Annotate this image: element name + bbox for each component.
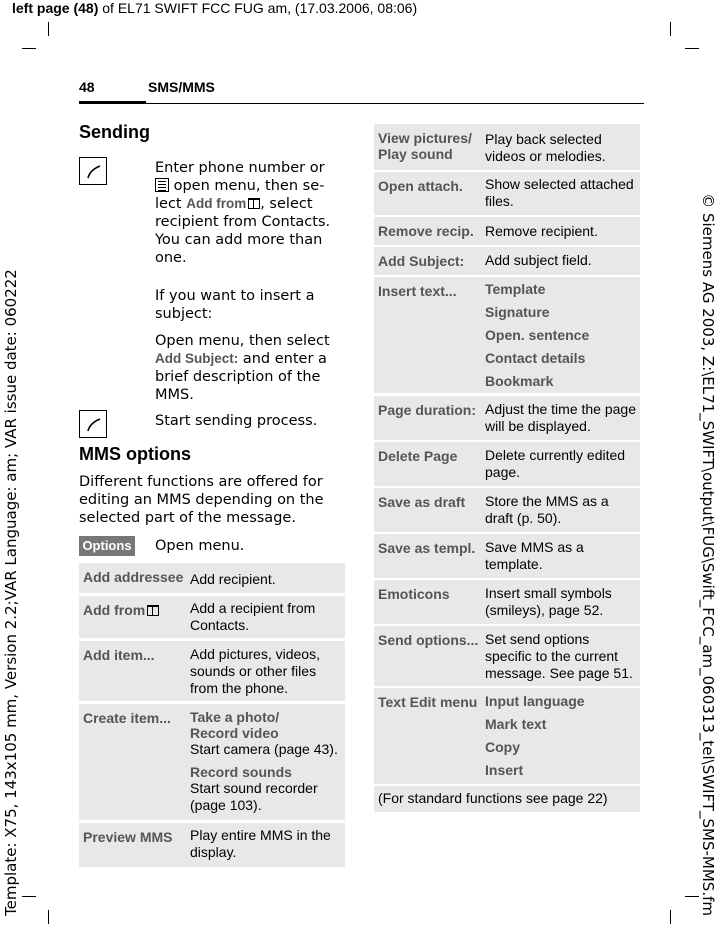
standard-functions-note: (For standard functions see page 22)	[374, 786, 640, 812]
sending-heading: Sending	[79, 122, 150, 142]
options-softkey: Options	[79, 536, 135, 556]
print-header-info: of EL71 SWIFT FCC FUG am, (17.03.2006, 08:06)	[98, 0, 418, 16]
sending-step-2: Start sending process.	[155, 413, 318, 429]
option-row-emoticons: Emoticons Insert small symbols (smileys), page 52.	[374, 580, 640, 624]
option-row-view-pictures: View pictures/ Play sound Play back selected videos or melodies.	[374, 124, 640, 170]
crop-mark	[48, 22, 49, 36]
option-row-remove-recip: Remove recip. Remove recipient.	[374, 217, 640, 245]
menu-icon	[155, 178, 169, 192]
call-key-icon	[79, 157, 107, 185]
option-row-insert-text: Insert text... Template Signature Open. sentence Contact details Bookmark	[374, 277, 640, 393]
option-row-add-subject: Add Subject: Add subject field.	[374, 247, 640, 275]
option-row-preview-mms: Preview MMS Play entire MMS in the display.	[79, 823, 345, 867]
call-key-icon	[79, 410, 107, 438]
crop-mark	[22, 48, 36, 49]
option-row-save-as-draft: Save as draft Store the MMS as a draft (p. 50).	[374, 488, 640, 532]
add-subject-command: Add Subject:	[155, 351, 239, 366]
option-row-add-addressee: Add addressee Add recipient.	[79, 563, 345, 593]
subject-intro: If you want to insert a subject:	[155, 288, 315, 322]
add-from-command: Add from	[186, 196, 247, 211]
page-number: 48	[79, 79, 95, 95]
copyright-path-vertical: © Siemens AG 2003, Z:\EL71_SWIFT\output\FUG\Swift_FCC_am_060313_tel\SWIFT_SMS-MMS.fm	[699, 193, 717, 916]
contacts-book-icon	[147, 605, 159, 616]
sending-step-1: Enter phone number or open menu, then se-lect Add from , select recipient from Contacts. You can add more than one.	[155, 160, 331, 266]
option-row-add-from: Add from Add a recipient from Contacts.	[79, 596, 345, 638]
crop-mark	[48, 910, 49, 924]
crop-mark	[670, 910, 671, 924]
option-row-create-item: Create item... Take a photo/ Record video Start camera (page 43). Record sounds Start sound recorder (page 103).	[79, 704, 345, 820]
contacts-book-icon	[248, 198, 260, 209]
option-row-add-item: Add item... Add pictures, videos, sounds or other files from the phone.	[79, 641, 345, 701]
subject-instructions: Open menu, then select Add Subject: and enter a brief description of the MMS.	[155, 333, 330, 403]
open-menu-text: Open menu.	[155, 538, 245, 554]
header-rule	[146, 103, 644, 104]
header-rule-thick	[79, 101, 146, 104]
option-row-text-edit-menu: Text Edit menu Input language Mark text Copy Insert	[374, 688, 640, 784]
option-row-open-attach: Open attach. Show selected attached files.	[374, 172, 640, 215]
section-title: SMS/MMS	[148, 79, 215, 95]
option-row-delete-page: Delete Page Delete currently edited page.	[374, 442, 640, 486]
option-row-page-duration: Page duration: Adjust the time the page will be displayed.	[374, 396, 640, 440]
template-info-vertical: Template: X75, 143x105 mm, Version 2.2;VAR Language: am; VAR issue date: 060222	[2, 269, 20, 916]
print-header	[12, 0, 417, 16]
print-header-page: left page (48)	[12, 0, 99, 16]
crop-mark	[22, 896, 36, 897]
option-row-save-as-templ: Save as templ. Save MMS as a template.	[374, 534, 640, 578]
option-row-send-options: Send options... Set send options specific to the current message. See page 51.	[374, 626, 640, 686]
mms-options-heading: MMS options	[79, 444, 191, 464]
crop-mark	[670, 22, 671, 36]
mms-options-intro: Different functions are offered for editing an MMS depending on the selected part of the message.	[79, 474, 324, 526]
